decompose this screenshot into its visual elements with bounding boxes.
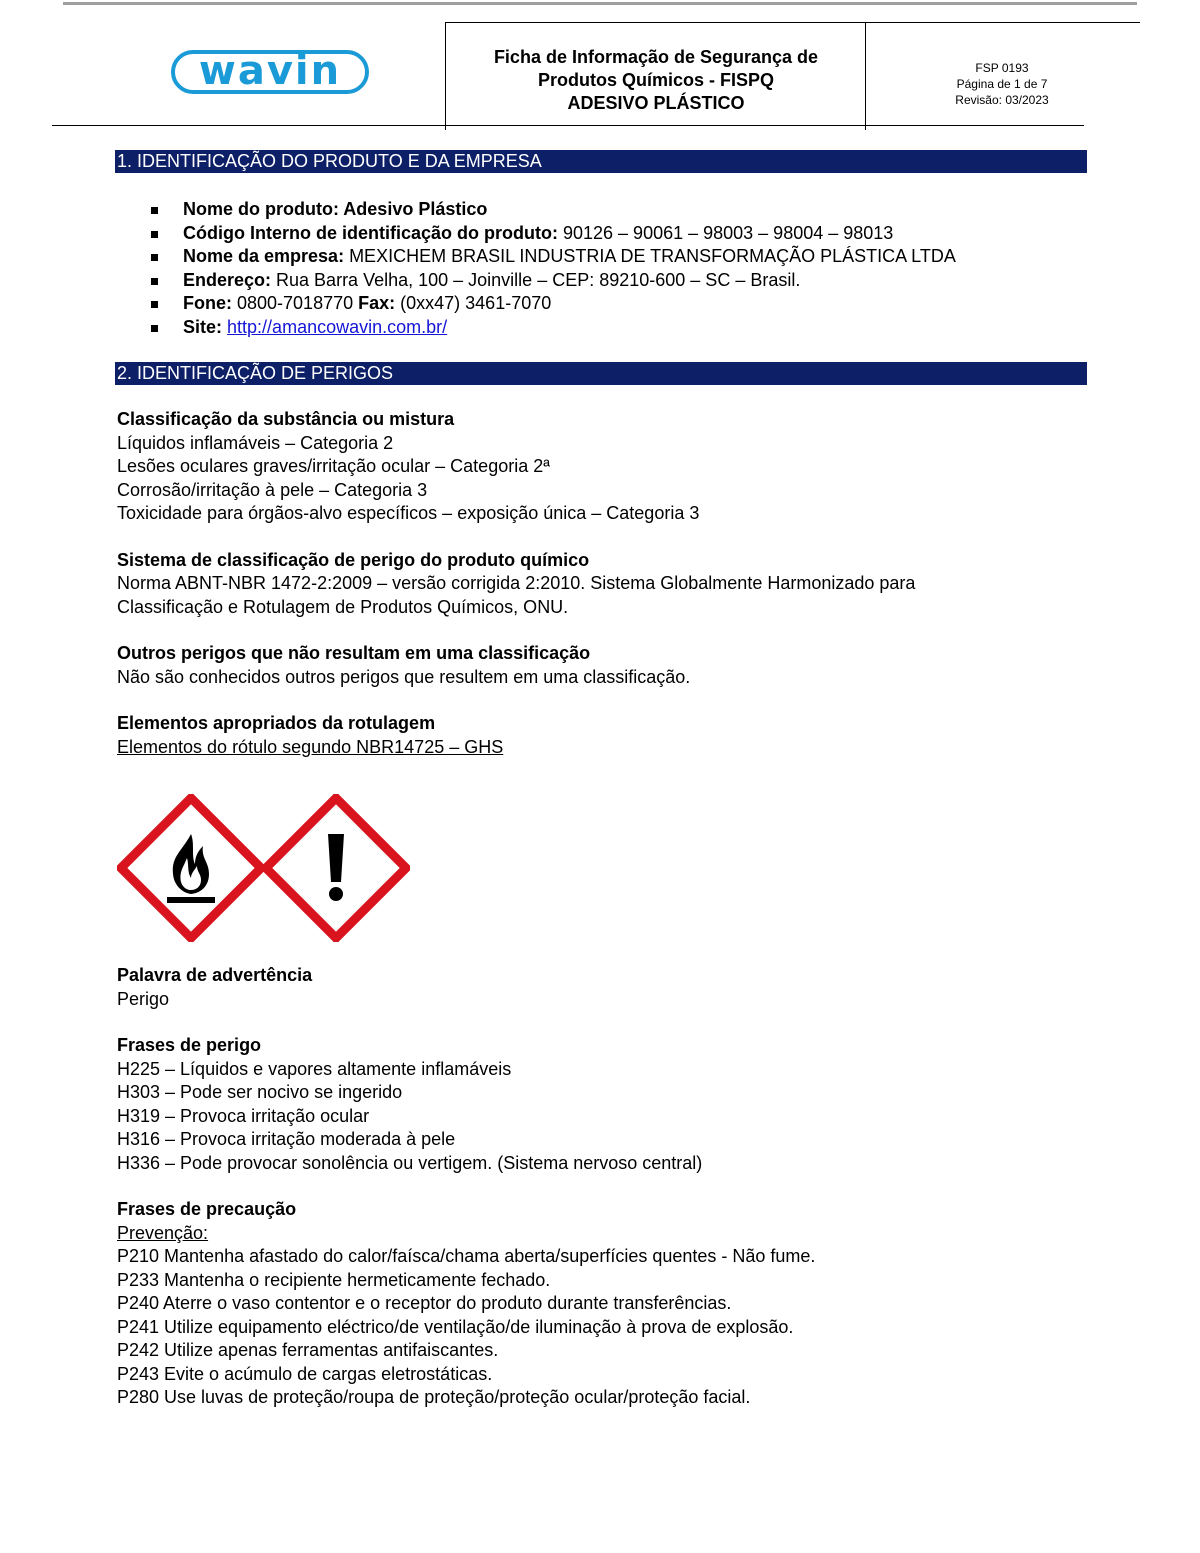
- item-value: 90126 – 90061 – 98003 – 98004 – 98013: [557, 222, 894, 243]
- list-item: [151, 222, 1087, 246]
- section-1-title: 1. IDENTIFICAÇÃO DO PRODUTO E DA EMPRESA: [115, 150, 1087, 173]
- hazard-line: H336 – Pode provocar sonolência ou vertigem. (Sistema nervoso central): [117, 1152, 703, 1173]
- title-line-3: ADESIVO PLÁSTICO: [567, 93, 745, 113]
- fax-value: (0xx47) 3461-7070: [395, 293, 552, 313]
- ghs-pictograms: [117, 794, 1087, 944]
- label-elements-subtitle: Elementos do rótulo segundo NBR14725 – GHS: [117, 736, 504, 757]
- document-header: [52, 22, 1140, 128]
- document-body: [117, 150, 1087, 1410]
- page-number: Página de 1 de 7: [956, 77, 1048, 91]
- phone-value: 0800-7018770: [232, 293, 359, 313]
- other-hazards-heading: Outros perigos que não resultam em uma classificação: [117, 643, 591, 663]
- header-divider-2: [865, 22, 866, 130]
- list-item: [151, 198, 1087, 222]
- precaution-line: P233 Mantenha o recipiente hermeticamente fechado.: [117, 1269, 551, 1290]
- phone-label: Fone:: [183, 293, 232, 313]
- revision: Revisão: 03/2023: [955, 93, 1049, 107]
- text-line: Norma ABNT-NBR 1472-2:2009 – versão corrigida 2:2010. Sistema Globalmente Harmonizado para: [117, 573, 916, 593]
- precaution-line: P243 Evite o acúmulo de cargas eletrostáticas.: [117, 1363, 493, 1384]
- list-item: [151, 316, 1087, 340]
- title-line-2: Produtos Químicos - FISPQ: [537, 70, 775, 90]
- item-label: Nome da empresa:: [183, 246, 345, 266]
- top-rule: [63, 2, 1137, 5]
- hazard-line: H225 – Líquidos e vapores altamente inflamáveis: [117, 1058, 512, 1079]
- text-line: Corrosão/irritação à pele – Categoria 3: [117, 479, 428, 500]
- product-name: Nome do produto: Adesivo Plástico: [183, 199, 488, 219]
- system-heading: Sistema de classificação de perigo do produto químico: [117, 549, 590, 570]
- signal-word: Perigo: [117, 988, 170, 1009]
- precaution-line: P241 Utilize equipamento eléctrico/de ventilação/de iluminação à prova de explosão.: [117, 1316, 794, 1337]
- wavin-logo: wavin: [171, 50, 369, 94]
- list-item: [151, 245, 1087, 269]
- item-label: Código Interno de identificação do produto:: [183, 222, 558, 243]
- header-rule-bottom: [52, 125, 1084, 126]
- hazard-line: H303 – Pode ser nocivo se ingerido: [117, 1082, 403, 1102]
- precaution-line: P280 Use luvas de proteção/roupa de proteção/proteção ocular/proteção facial.: [117, 1387, 751, 1407]
- section-2-title: 2. IDENTIFICAÇÃO DE PERIGOS: [115, 362, 1087, 385]
- flame-pictogram-icon: [117, 794, 265, 942]
- site-label: Site:: [183, 316, 223, 337]
- hazard-statements-heading: Frases de perigo: [117, 1035, 262, 1055]
- item-value: Rua Barra Velha, 100 – Joinville – CEP: 89210-600 – SC – Brasil.: [271, 269, 801, 290]
- classification-heading: Classificação da substância ou mistura: [117, 409, 455, 429]
- document-title: [447, 46, 865, 115]
- signal-word-heading: Palavra de advertência: [117, 965, 313, 985]
- text-line: Classificação e Rotulagem de Produtos Químicos, ONU.: [117, 596, 569, 617]
- precaution-heading: Frases de precaução: [117, 1199, 297, 1219]
- list-item: [151, 269, 1087, 293]
- fax-label: Fax:: [358, 293, 396, 313]
- text-line: Líquidos inflamáveis – Categoria 2: [117, 432, 394, 453]
- list-item: [151, 292, 1087, 316]
- text-line: Não são conhecidos outros perigos que resultem em uma classificação.: [117, 666, 691, 687]
- title-line-1: Ficha de Informação de Segurança de: [493, 47, 819, 67]
- precaution-line: P210 Mantenha afastado do calor/faísca/chama aberta/superfícies quentes - Não fume.: [117, 1246, 816, 1266]
- identification-list: [117, 198, 1087, 339]
- precaution-line: P240 Aterre o vaso contentor e o receptor do produto durante transferências.: [117, 1293, 732, 1313]
- exclamation-pictogram-icon: [262, 794, 410, 942]
- text-line: Toxicidade para órgãos-alvo específicos – exposição única – Categoria 3: [117, 503, 700, 523]
- item-label: Endereço:: [183, 269, 272, 290]
- document-meta: [927, 60, 1077, 108]
- text-line: Lesões oculares graves/irritação ocular – Categoria 2ª: [117, 456, 550, 476]
- precaution-line: P242 Utilize apenas ferramentas antifaiscantes.: [117, 1340, 499, 1360]
- label-elements-heading: Elementos apropriados da rotulagem: [117, 713, 436, 733]
- header-divider-1: [445, 22, 446, 130]
- hazard-line: H319 – Provoca irritação ocular: [117, 1105, 370, 1126]
- site-link[interactable]: http://amancowavin.com.br/: [227, 316, 448, 337]
- item-value: MEXICHEM BRASIL INDUSTRIA DE TRANSFORMAÇÃO PLÁSTICA LTDA: [344, 246, 956, 266]
- header-rule-top: [445, 22, 1140, 23]
- doc-code: FSP 0193: [975, 61, 1029, 75]
- hazard-line: H316 – Provoca irritação moderada à pele: [117, 1129, 456, 1149]
- prevention-label: Prevenção:: [117, 1222, 209, 1243]
